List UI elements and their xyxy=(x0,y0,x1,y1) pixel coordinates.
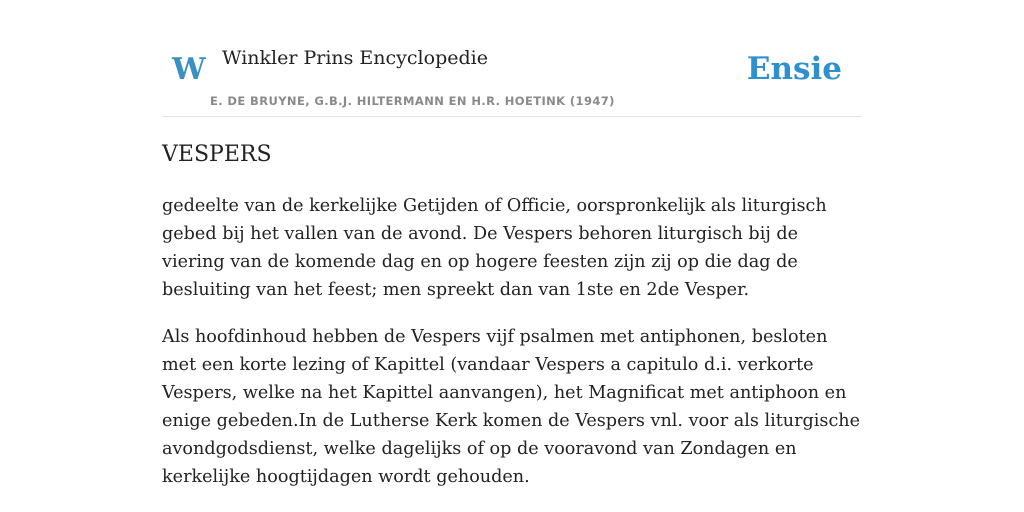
entry-paragraph: gedeelte van de kerkelijke Getijden of Officie, oorspronkelijk als liturgisch gebed bij het vallen van de avond. De Vespers behoren liturgisch bij de viering van de komende dag en op hogere feesten zijn zij op die dag de besluiting van het feest; men spreekt dan van 1ste en 2de Vesper. xyxy=(162,196,827,300)
entry-body xyxy=(162,192,862,510)
winkler-prins-logo[interactable]: W xyxy=(172,52,206,87)
ensie-logo[interactable]: Ensie xyxy=(746,51,842,87)
entry-paragraph: Als hoofdinhoud hebben de Vespers vijf psalmen met antiphonen, besloten met een korte lezing of Kapittel (vandaar Vespers a capitulo d.i. verkorte Vespers, welke na het Kapittel aanvangen), het Magnificat met antiphoon en enige gebeden.In de Lutherse Kerk komen de Vespers vnl. voor als liturgische avondgodsdienst, welke dagelijks of op de vooravond van Zondagen en kerkelijke hoogtijdagen wordt gehouden. xyxy=(162,327,861,487)
book-title[interactable]: Winkler Prins Encyclopedie xyxy=(222,47,488,69)
authors-line: E. DE BRUYNE, G.B.J. HILTERMANN EN H.R. HOETINK (1947) xyxy=(210,94,615,108)
encyclopedia-header xyxy=(162,0,862,117)
content-container xyxy=(162,0,862,487)
entry-title: VESPERS xyxy=(162,142,272,167)
